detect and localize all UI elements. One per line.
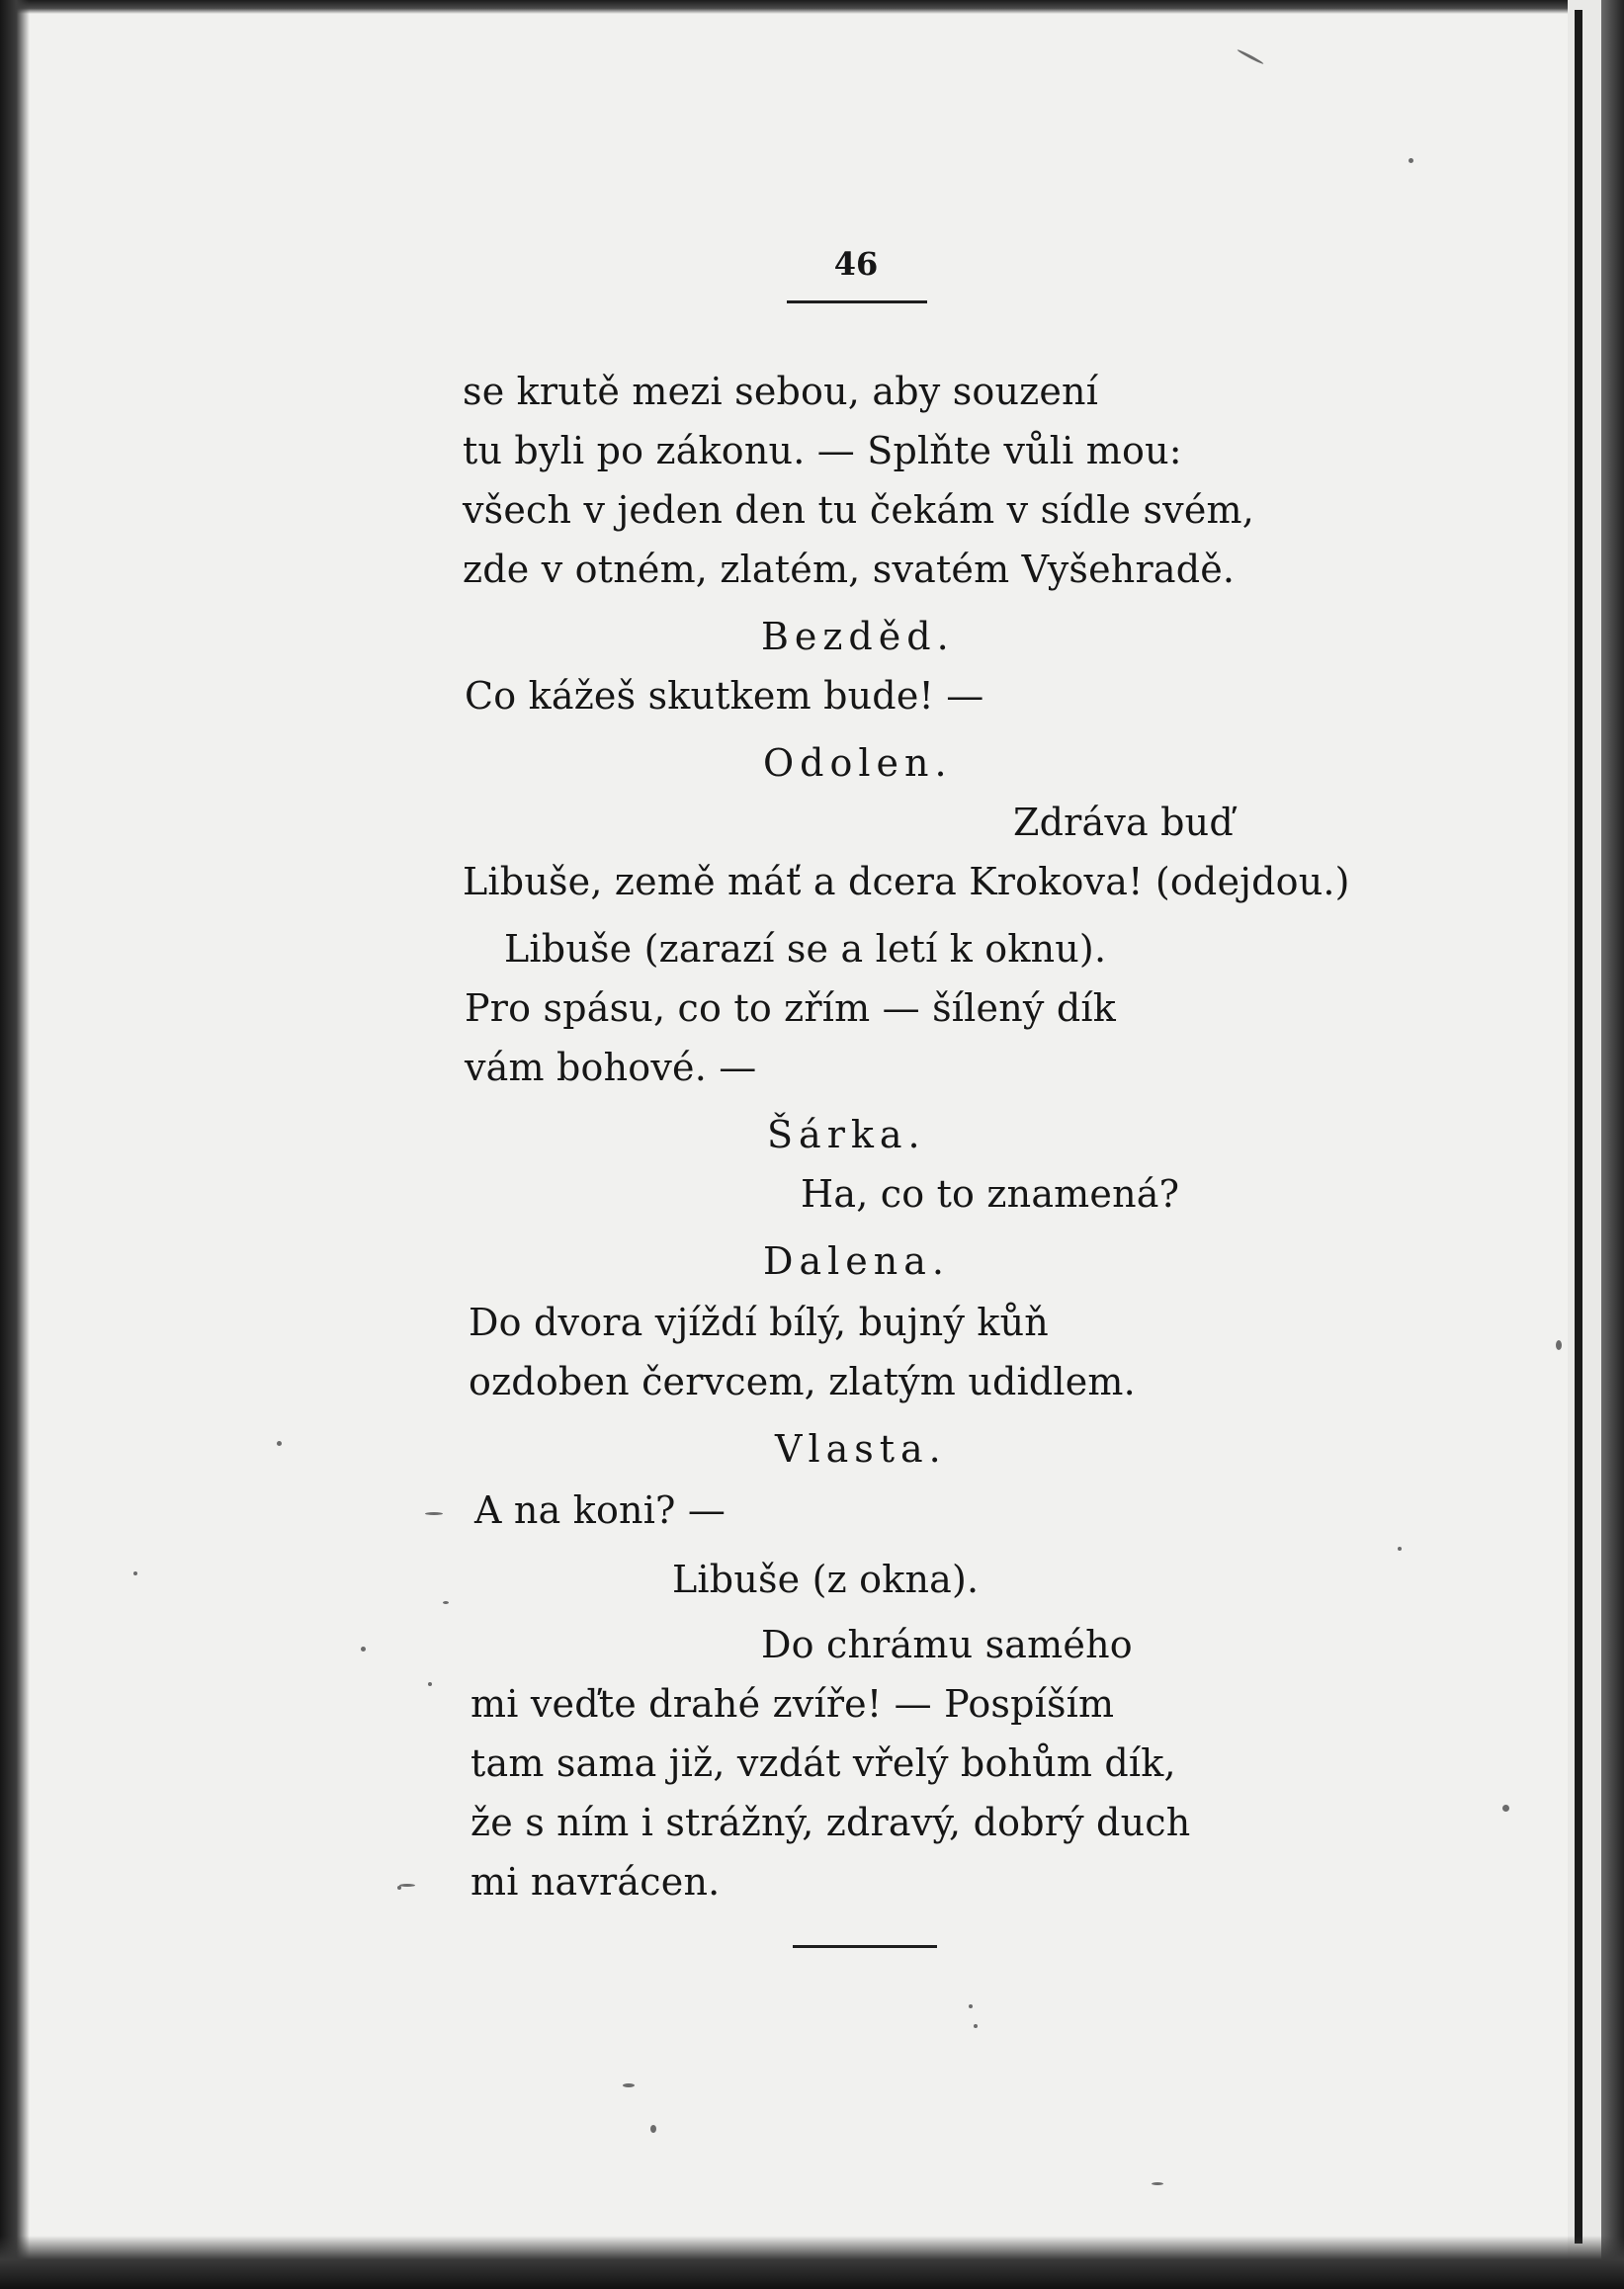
speaker-name: Bezděd. — [761, 615, 955, 658]
header-rule — [787, 300, 927, 303]
verse-line: mi navrácen. — [470, 1860, 721, 1904]
speaker-direction: Libuše (z okna). — [672, 1558, 980, 1601]
verse-line: Zdráva buď — [1013, 801, 1234, 844]
verse-line: Co kážeš skutkem bude! — — [465, 674, 984, 718]
scan-speck — [443, 1601, 449, 1604]
scan-speck — [1152, 2182, 1163, 2185]
scan-speck — [974, 2024, 978, 2028]
scan-edge-right-dark — [1601, 0, 1624, 2289]
scan-edge-right-line — [1575, 10, 1582, 2244]
speaker-name: Šárka. — [767, 1113, 926, 1156]
scan-edge-top — [0, 0, 1624, 14]
verse-line: se krutě mezi sebou, aby souzení — [463, 370, 1099, 413]
scan-speck — [133, 1571, 137, 1575]
scan-speck — [623, 2083, 635, 2087]
verse-line: tam sama již, vzdát vřelý bohům dík, — [470, 1741, 1176, 1785]
scan-edge-bottom — [0, 2236, 1624, 2289]
scan-speck — [428, 1682, 432, 1686]
verse-line: vám bohové. — — [465, 1046, 757, 1089]
verse-line: Do chrámu samého — [761, 1623, 1133, 1666]
scan-speck — [1556, 1340, 1562, 1350]
scan-edge-left — [0, 0, 30, 2289]
verse-line: A na koni? — — [474, 1488, 727, 1532]
speaker-name: Odolen. — [763, 741, 953, 785]
scan-speck — [277, 1441, 282, 1446]
scan-speck — [397, 1886, 401, 1890]
scan-speck — [1398, 1547, 1402, 1551]
scan-speck — [1409, 158, 1413, 163]
footer-rule — [793, 1945, 937, 1948]
verse-line: mi veďte drahé zvíře! — Pospíším — [470, 1682, 1115, 1726]
speaker-name: Vlasta. — [775, 1427, 947, 1471]
scan-speck — [399, 1884, 415, 1887]
scan-speck — [425, 1512, 443, 1515]
scan-speck — [1502, 1805, 1509, 1812]
verse-line: Ha, co to znamená? — [801, 1172, 1180, 1216]
scan-speck — [361, 1647, 366, 1652]
verse-line: všech v jeden den tu čekám v sídle svém, — [463, 488, 1255, 532]
verse-line: Libuše, země máť a dcera Krokova! (odejdou.) — [463, 860, 1350, 903]
speaker-name: Dalena. — [763, 1239, 950, 1283]
page-number: 46 — [833, 245, 879, 283]
scan-speck — [969, 2004, 973, 2008]
verse-line: zde v otném, zlatém, svatém Vyšehradě. — [463, 548, 1236, 591]
verse-line: Do dvora vjíždí bílý, bujný kůň — [469, 1301, 1049, 1344]
scan-speck — [650, 2125, 656, 2133]
verse-line: že s ním i strážný, zdravý, dobrý duch — [470, 1801, 1191, 1844]
verse-line: tu byli po zákonu. — Splňte vůli mou: — [463, 429, 1182, 472]
verse-line: ozdoben červcem, zlatým udidlem. — [469, 1360, 1136, 1403]
verse-line: Pro spásu, co to zřím — šílený dík — [465, 986, 1116, 1030]
speaker-direction: Libuše (zarazí se a letí k oknu). — [504, 927, 1107, 971]
scan-speck — [1237, 48, 1264, 65]
